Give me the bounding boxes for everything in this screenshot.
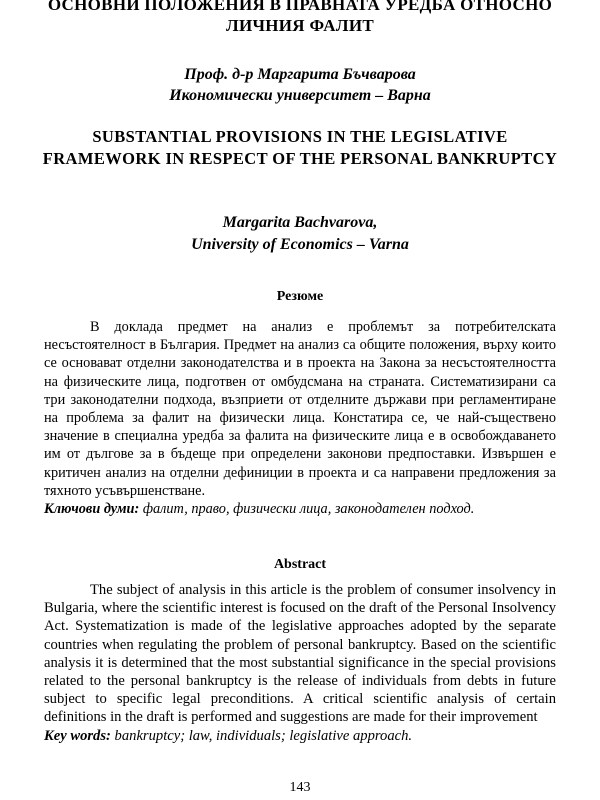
abstract-text: The subject of analysis in this article is the problem of consumer insolvency in Bulgaria, where the scientific interest is focused on the draft of the Personal Insolvency Act. Systematization is made of the legislative approaches adopted by the separate countries when regulating the problem of personal bankruptcy. Based on the scientific analysis it is determined that the most substantial significance in the special provisions related to the personal bankruptcy is the release of individuals from debts in future subject to specific legal preconditions. A critical scientific analysis of certain definitions in the draft is performed and suggestions are made for their improvement <box>44 582 556 726</box>
author-block-bulgarian <box>40 64 560 106</box>
abstract-heading: Abstract <box>273 557 327 572</box>
resume-block <box>44 318 556 518</box>
resume-keywords: фалит, право, физически лица, законодателен подход. <box>142 501 475 518</box>
author-name-english: Margarita Bachvarova, <box>222 214 378 231</box>
resume-keywords-label: Ключови думи: <box>44 501 140 518</box>
author-block-english <box>40 212 560 256</box>
abstract-block <box>44 581 556 745</box>
author-affiliation-bulgarian: Икономически университет – Варна <box>169 87 431 104</box>
resume-heading: Резюме <box>276 289 324 304</box>
abstract-keywords: bankruptcy; law, individuals; legislative approach. <box>114 727 413 744</box>
title-bulgarian: ОСНОВНИ ПОЛОЖЕНИЯ В ПРАВНАТА УРЕДБА ОТНОСНО ЛИЧНИЯ ФАЛИТ <box>47 0 553 35</box>
title-english: SUBSTANTIAL PROVISIONS IN THE LEGISLATIVE FRAMEWORK IN RESPECT OF THE PERSONAL BANKRUPTCY <box>42 127 558 168</box>
resume-text: В доклада предмет на анализ е проблемът за потребителската несъстоятелност в България. Предмет на анализ са общите положения, върху които се основават отделни законодателства и в проекта на Закона за несъстоятелността на физическите лица, подготвен от омбудсмана на страната. Систематизирани са три законодателни подхода, възприети от отделните държави при регламентиране на проблема за фалит на физически лица. Констатира се, че най-съществено значение в специална уредба за фалита на физическите лица е в освобождаването им от дългове за в бъдеще при определени законови предпоставки. Извършен е критичен анализ на отделни дефиниции в проекта и са направени предложения за тяхното усъвършенстване. <box>44 319 556 499</box>
author-name-bulgarian: Проф. д-р Маргарита Бъчварова <box>184 66 416 83</box>
page-number: 143 <box>289 780 311 795</box>
abstract-keywords-label: Key words: <box>44 727 111 744</box>
author-affiliation-english: University of Economics – Varna <box>191 236 409 253</box>
